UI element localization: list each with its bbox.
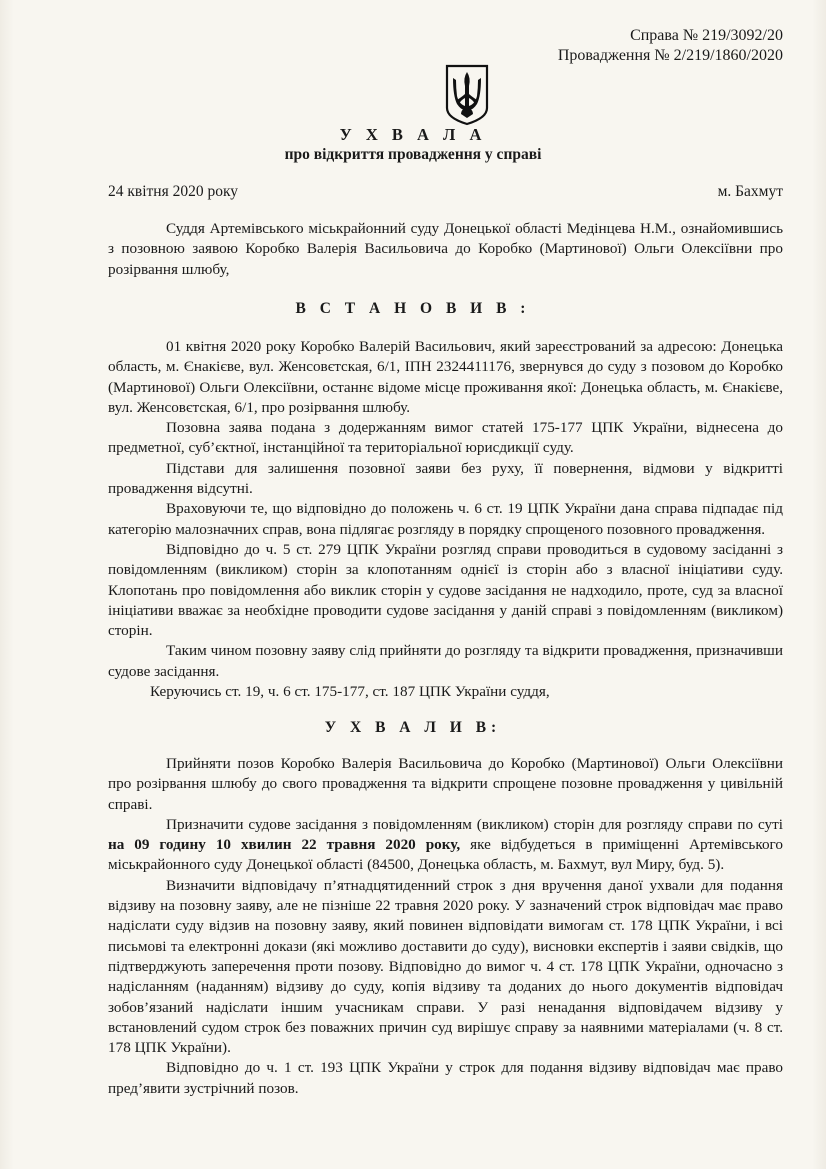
section-established-title: В С Т А Н О В И В : [295, 300, 531, 317]
ruled-section [108, 754, 783, 1099]
ruled-paragraph-1: Прийняти позов Коробко Валерія Васильовича до Коробко (Мартинової) Ольги Олексіївни про розірвання шлюбу до свого провадження та відкрити спрощене позовне провадження у цивільній справі. [108, 755, 783, 813]
document-date: 24 квітня 2020 року [108, 183, 239, 200]
proceeding-number: Провадження № 2/219/1860/2020 [557, 47, 783, 64]
established-paragraph-2: Позовна заява подана з додержанням вимог статей 175-177 ЦПК України, віднесена до предметної, суб’єктної, інстанційної та територіальної юрисдикції суду. [108, 419, 783, 457]
established-paragraph-3: Підстави для залишення позовної заяви без руху, її повернення, відмови у відкритті провадження відсутні. [108, 459, 783, 498]
guided-by-paragraph: Керуючись ст. 19, ч. 6 ст. 175-177, ст. 187 ЦПК України суддя, [150, 683, 550, 701]
document-subtitle: про відкриття провадження у справі [284, 146, 542, 163]
ruled-paragraph-2 [108, 815, 783, 876]
established-paragraph-6: Таким чином позовну заяву слід прийняти до розгляду та відкрити провадження, призначивши судове засідання. [108, 642, 783, 680]
established-paragraph-5: Відповідно до ч. 5 ст. 279 ЦПК України розгляд справи проводиться в судовому засіданні з повідомленням (викликом) сторін за клопотанням однієї із сторін або з власної ініціативи суду. Клопотань про повідомлення або виклик сторін у судове засідання не надходило, проте, суд за власної ініціативи вважає за необхідне проводити судове засідання у даній справі з повідомленням (викликом) сторін. [108, 540, 783, 640]
case-reference [558, 26, 783, 66]
section-ruled-title: У Х В А Л И В: [324, 719, 502, 736]
hearing-text-before: Призначити судове засідання з повідомленням (викликом) сторін для розгляду справи по суті [166, 815, 783, 833]
case-number: Справа № 219/3092/20 [630, 27, 783, 44]
trident-emblem-icon [441, 64, 493, 126]
established-paragraph-1: 01 квітня 2020 року Коробко Валерій Васильович, який зареєстрований за адресою: Донецька область, м. Єнакієве, вул. Женсовєтская, 6/1, ІПН 2324411176, звернувся до суду з позовом до Коробко (Мартинової) Ольги Олексіївни, останнє відоме місце проживання якої: Донецька область, м. Єнакієве, вул. Женсовєтская, 6/1, про розірвання шлюбу. [108, 338, 783, 416]
established-paragraph-4: Враховуючи те, що відповідно до положень ч. 6 ст. 19 ЦПК України дана справа підпадає під категорію малозначних справ, вона підлягає розгляду в порядку спрощеного позовного провадження. [108, 500, 783, 538]
hearing-date-bold: на 09 годину 10 хвилин 22 травня 2020 року, [108, 836, 461, 854]
intro-text: Суддя Артемівського міськрайонний суду Донецької області Медінцева Н.М., ознайомившись з позовною заявою Коробко Валерія Васильовича до Коробко (Мартинової) Ольги Олексіївни про розірвання шлюбу, [108, 220, 783, 278]
established-section [108, 337, 783, 702]
intro-paragraph [108, 219, 783, 280]
document-title: У Х В А Л А [339, 125, 487, 144]
document-city: м. Бахмут [717, 183, 783, 200]
ruled-paragraph-3: Визначити відповідачу п’ятнадцятиденний строк з дня вручення даної ухвали для подання відзиву на позовну заяву, але не пізніше 22 травня 2020 року. У зазначений строк відповідач має право надіслати суду відзив на позовну заяву, який повинен відповідати вимогам ст. 178 ЦПК України, і всі письмові та електронні докази (які можливо доставити до суду), висновки експертів і заяви свідків, що підтверджують заперечення проти позову. Відповідно до вимог ч. 4 ст. 178 ЦПК України, одночасно з надісланням (наданням) відзиву до суду, копія відзиву та доданих до нього документів відповідач зобов’язаний надіслати іншим учасникам справи. У разі ненадання відповідачем відзиву у встановлений судом строк без поважних причин суд вирішує справу за наявними матеріалами (ч. 8 ст. 178 ЦПК України). [108, 876, 783, 1057]
ruled-paragraph-4: Відповідно до ч. 1 ст. 193 ЦПК України у строк для подання відзиву відповідач має право пред’явити зустрічний позов. [108, 1059, 783, 1097]
hearing-text-after: яке відбудеться в приміщенні Артемівського міськрайонного суду Донецької області (84500, Донецька область, м. Бахмут, вул Миру, буд. 5). [108, 836, 783, 874]
